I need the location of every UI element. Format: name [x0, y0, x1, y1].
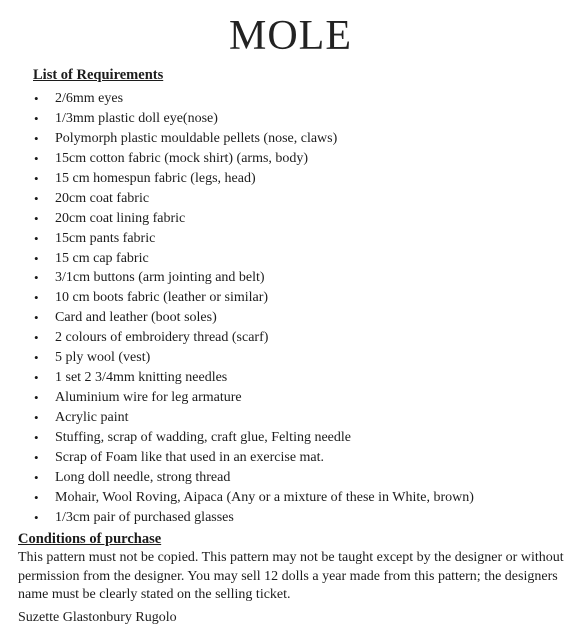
bullet-icon: • — [34, 310, 39, 326]
list-item-text: 2 colours of embroidery thread (scarf) — [55, 330, 269, 346]
bullet-icon: • — [34, 350, 39, 366]
bullet-icon: • — [34, 489, 39, 505]
designer-signature: Suzette Glastonbury Rugolo — [18, 610, 177, 625]
bullet-icon: • — [34, 330, 39, 346]
list-item — [33, 209, 474, 229]
list-item-text: 15cm cotton fabric (mock shirt) (arms, body) — [55, 150, 309, 166]
list-item-text: Aluminium wire for leg armature — [55, 390, 242, 406]
bullet-icon: • — [34, 429, 39, 445]
requirements-list — [33, 89, 474, 528]
list-item — [33, 448, 474, 468]
list-item — [33, 149, 474, 169]
list-item — [33, 428, 474, 448]
list-item — [33, 249, 474, 269]
bullet-icon: • — [34, 509, 39, 525]
list-item-text: Polymorph plastic mouldable pellets (nose, claws) — [55, 130, 338, 146]
list-item — [33, 408, 474, 428]
list-item — [33, 129, 474, 149]
bullet-icon: • — [34, 410, 39, 425]
page-title: MOLE — [229, 13, 352, 59]
list-item-text: Scrap of Foam like that used in an exercise mat. — [55, 449, 325, 465]
bullet-icon: • — [34, 110, 39, 126]
list-item-text: 1/3mm plastic doll eye(nose) — [55, 110, 218, 126]
list-item — [33, 368, 474, 388]
list-item-text: 2/6mm eyes — [55, 91, 124, 106]
list-item-text: 15 cm homespun fabric (legs, head) — [55, 170, 256, 186]
bullet-icon: • — [34, 210, 39, 226]
list-item — [33, 89, 474, 109]
bullet-icon: • — [34, 370, 39, 386]
bullet-icon: • — [34, 150, 39, 166]
list-item — [33, 468, 474, 488]
bullet-icon: • — [34, 170, 39, 186]
bullet-icon: • — [34, 190, 39, 206]
list-item — [33, 189, 474, 209]
list-item-text: 20cm coat fabric — [55, 190, 150, 206]
conditions-text: This pattern must not be copied. This pattern may not be taught except by the designer or without permission from the designer. You may sell 12 dolls a year made from this pattern; the designers name must be clearly stated on the selling ticket. — [18, 550, 564, 602]
list-item — [33, 508, 474, 528]
list-item — [33, 388, 474, 408]
conditions-heading: Conditions of purchase — [18, 531, 162, 547]
bullet-icon: • — [34, 270, 39, 286]
list-item-text: 5 ply wool (vest) — [55, 350, 151, 366]
list-item-text: 20cm coat lining fabric — [55, 210, 186, 226]
list-item-text: Card and leather (boot soles) — [55, 310, 217, 326]
bullet-icon: • — [34, 91, 39, 106]
list-item-text: 1 set 2 3/4mm knitting needles — [55, 370, 228, 386]
bullet-icon: • — [34, 250, 39, 266]
list-item — [33, 109, 474, 129]
list-item — [33, 308, 474, 328]
list-item — [33, 268, 474, 288]
list-item-text: 1/3cm pair of purchased glasses — [55, 509, 234, 525]
list-item — [33, 348, 474, 368]
list-item — [33, 488, 474, 508]
bullet-icon: • — [34, 130, 39, 146]
requirements-heading: List of Requirements — [33, 67, 164, 83]
list-item — [33, 328, 474, 348]
list-item — [33, 169, 474, 189]
list-item-text: 10 cm boots fabric (leather or similar) — [55, 290, 269, 306]
bullet-icon: • — [34, 290, 39, 306]
list-item — [33, 229, 474, 249]
bullet-icon: • — [34, 230, 39, 246]
bullet-icon: • — [34, 469, 39, 485]
list-item-text: Mohair, Wool Roving, Aipaca (Any or a mixture of these in White, brown) — [55, 489, 474, 505]
list-item-text: Stuffing, scrap of wadding, craft glue, Felting needle — [55, 429, 351, 445]
bullet-icon: • — [34, 449, 39, 465]
list-item-text: 15cm pants fabric — [55, 230, 156, 246]
list-item — [33, 288, 474, 308]
list-item-text: Long doll needle, strong thread — [55, 469, 231, 485]
list-item-text: Acrylic paint — [55, 410, 129, 425]
list-item-text: 3/1cm buttons (arm jointing and belt) — [55, 270, 265, 286]
bullet-icon: • — [34, 390, 39, 406]
list-item-text: 15 cm cap fabric — [55, 250, 149, 266]
